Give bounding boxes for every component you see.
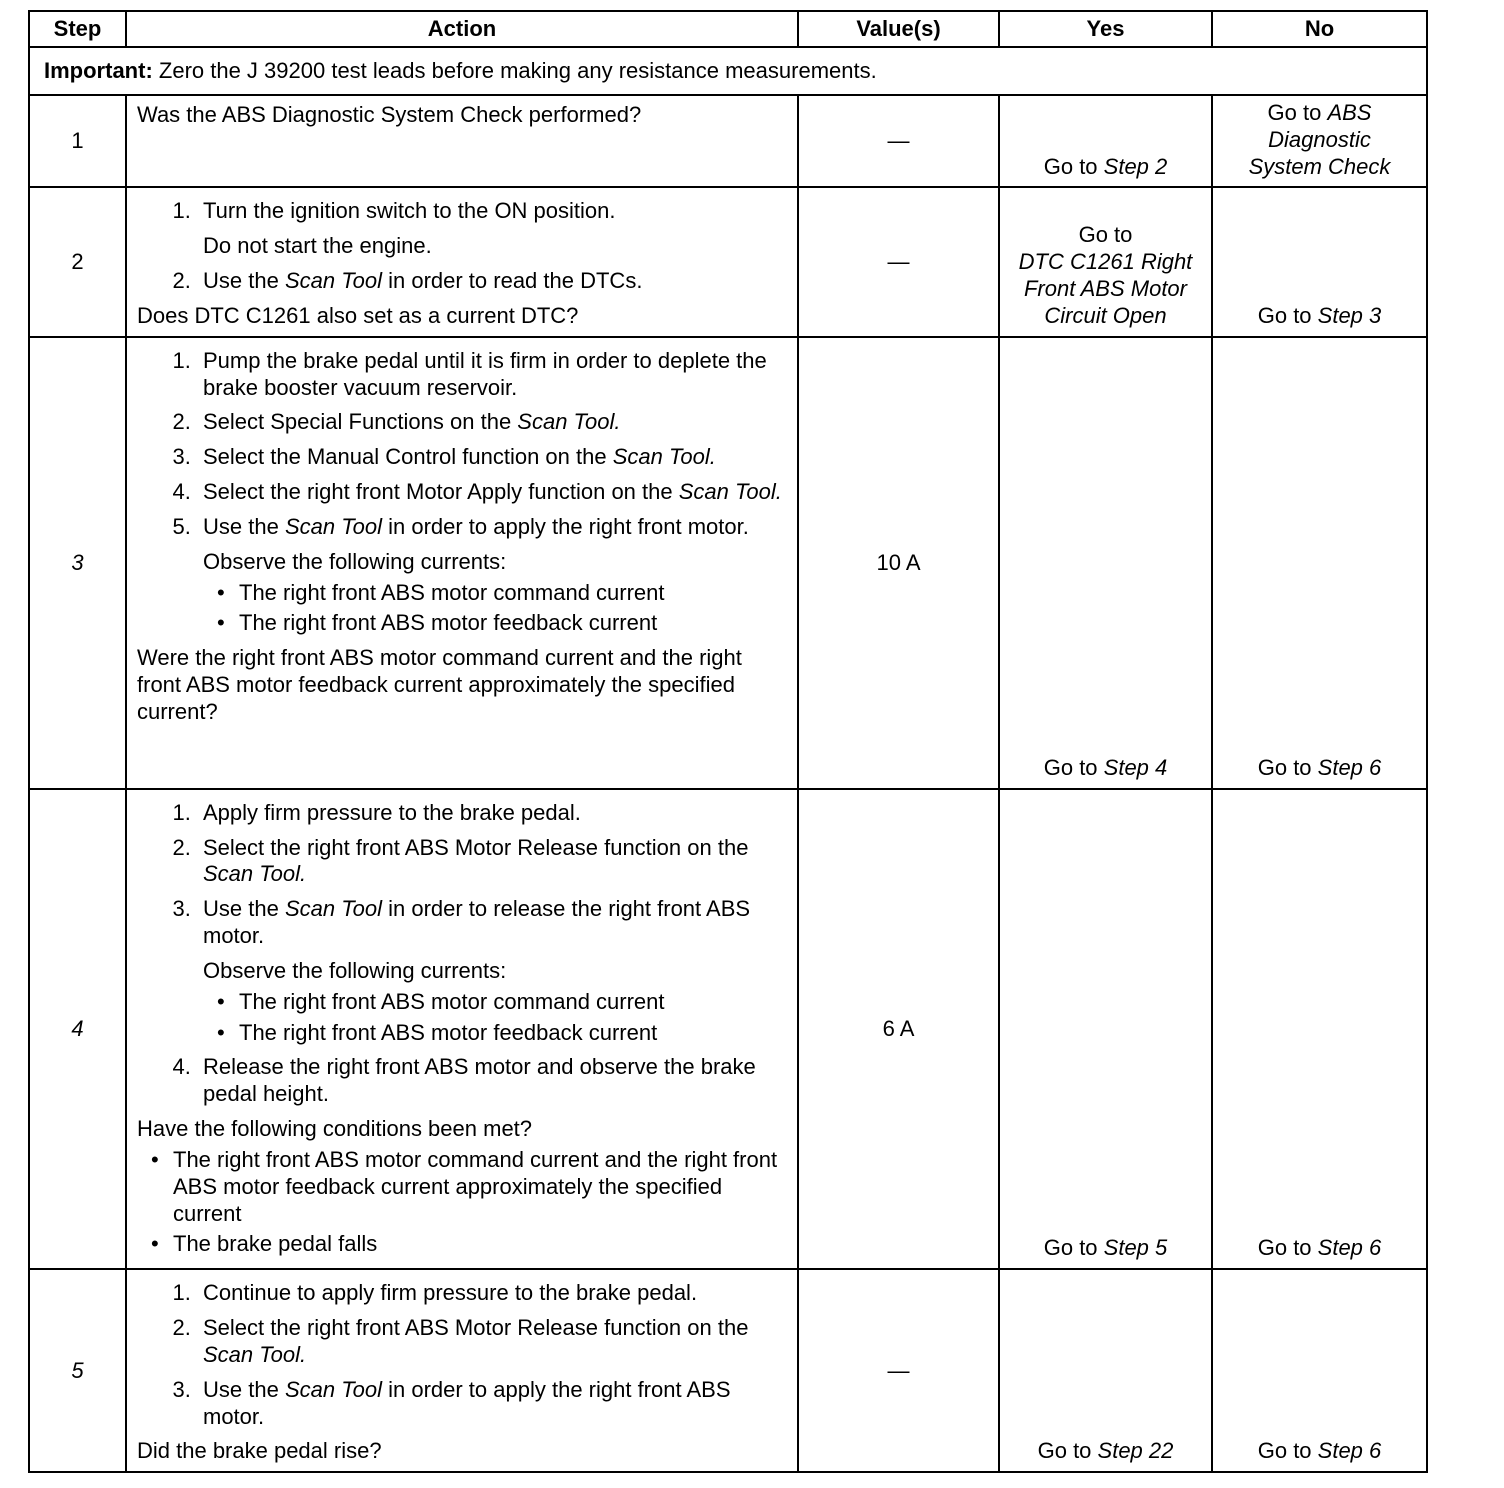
step-link[interactable]: Step 6 — [1317, 754, 1382, 780]
action-item: 1. Pump the brake pedal until it is firm in order to deplete the brake booster vacuum reservoir. — [197, 348, 783, 402]
step-number: 1 — [29, 95, 126, 187]
action-cell — [126, 1269, 798, 1472]
table-row — [29, 187, 1427, 336]
step-link[interactable]: Step 4 — [1103, 754, 1168, 780]
table-row — [29, 95, 1427, 187]
header-step: Step — [29, 11, 126, 47]
action-cell — [126, 187, 798, 336]
yes-cell — [999, 95, 1212, 187]
value-cell: — — [798, 95, 999, 187]
action-item: 1. Turn the ignition switch to the ON position. Do not start the engine. — [197, 198, 783, 260]
action-item: 3. Use the Scan Tool in order to release the right front ABS motor. Observe the following currents: • The right front ABS motor command current • The right front ABS motor feedback current — [197, 896, 783, 1046]
goto-text: Go to — [1078, 222, 1133, 248]
header-yes: Yes — [999, 11, 1212, 47]
action-cell — [126, 95, 798, 187]
important-note — [29, 47, 1427, 95]
yes-cell — [999, 1269, 1212, 1472]
value-cell: — — [798, 1269, 999, 1472]
header-values: Value(s) — [798, 11, 999, 47]
action-subtext: Observe the following currents: — [203, 548, 507, 574]
goto-text: Go to — [1257, 754, 1318, 780]
bullet-item: • The right front ABS motor command current — [217, 989, 783, 1016]
question-text: Were the right front ABS motor command current and the right front ABS motor feedback current approximately the specified current? — [137, 645, 742, 724]
dtc-link[interactable]: DTC C1261 Right — [1018, 249, 1193, 275]
bullet-item: • The right front ABS motor feedback current — [217, 610, 783, 637]
goto-text: Go to — [1043, 754, 1104, 780]
yes-cell — [999, 789, 1212, 1269]
bullet-item: • The right front ABS motor command current and the right front ABS motor feedback current approximately the specified current — [151, 1147, 783, 1227]
action-subtext: Observe the following currents: — [203, 957, 507, 983]
action-cell — [126, 337, 798, 789]
step-link[interactable]: Step 2 — [1103, 153, 1168, 179]
bullet-item: • The right front ABS motor command current — [217, 580, 783, 607]
no-cell — [1212, 1269, 1427, 1472]
action-item: 1. Continue to apply firm pressure to the brake pedal. — [197, 1280, 783, 1307]
action-item: 1. Apply firm pressure to the brake pedal. — [197, 800, 783, 827]
important-label: Important: — [44, 58, 153, 83]
table-row — [29, 337, 1427, 789]
step-link[interactable]: Step 6 — [1317, 1235, 1382, 1261]
table-row — [29, 1269, 1427, 1472]
step-number: 3 — [29, 337, 126, 789]
goto-text: Go to — [1043, 153, 1104, 179]
abs-check-link[interactable]: Diagnostic — [1268, 126, 1371, 152]
action-item: 2. Select the right front ABS Motor Release function on the Scan Tool. — [197, 835, 783, 889]
action-item: 3. Use the Scan Tool in order to apply the right front ABS motor. — [197, 1377, 783, 1431]
no-cell — [1212, 789, 1427, 1269]
goto-text: Go to — [1257, 302, 1318, 328]
step-link[interactable]: Step 22 — [1097, 1438, 1174, 1464]
header-no: No — [1212, 11, 1427, 47]
goto-text: Go to — [1257, 1235, 1318, 1261]
header-action: Action — [126, 11, 798, 47]
yes-cell — [999, 337, 1212, 789]
no-cell — [1212, 337, 1427, 789]
question-text: Did the brake pedal rise? — [137, 1438, 382, 1464]
value-cell: 6 A — [798, 789, 999, 1269]
action-item: 4. Select the right front Motor Apply function on the Scan Tool. — [197, 479, 783, 506]
yes-cell — [999, 187, 1212, 336]
value-cell: 10 A — [798, 337, 999, 789]
question-text: Have the following conditions been met? — [137, 1116, 533, 1142]
dtc-link[interactable]: Front ABS Motor — [1023, 276, 1187, 302]
action-item: 2. Select the right front ABS Motor Release function on the Scan Tool. — [197, 1315, 783, 1369]
action-item: 3. Select the Manual Control function on the Scan Tool. — [197, 444, 783, 471]
important-text: Zero the J 39200 test leads before making any resistance measurements. — [158, 58, 877, 83]
question-text: Does DTC C1261 also set as a current DTC? — [137, 302, 579, 328]
table-row — [29, 789, 1427, 1269]
dtc-link[interactable]: Circuit Open — [1044, 302, 1167, 328]
header-row — [29, 11, 1427, 47]
step-number: 4 — [29, 789, 126, 1269]
abs-check-link[interactable]: ABS — [1327, 100, 1372, 125]
important-note-row — [29, 47, 1427, 95]
bullet-item: • The right front ABS motor feedback current — [217, 1020, 783, 1047]
no-cell — [1212, 187, 1427, 336]
step-link[interactable]: Step 3 — [1317, 302, 1382, 328]
action-cell — [126, 789, 798, 1269]
step-link[interactable]: Step 6 — [1317, 1438, 1382, 1464]
bullet-item: • The brake pedal falls — [151, 1231, 783, 1258]
action-item: 4. Release the right front ABS motor and observe the brake pedal height. — [197, 1054, 783, 1108]
no-cell — [1212, 95, 1427, 187]
step-link[interactable]: Step 5 — [1103, 1235, 1168, 1261]
diagnostic-table — [28, 10, 1428, 1473]
goto-text: Go to — [1037, 1438, 1098, 1464]
goto-text: Go to — [1267, 100, 1328, 125]
goto-text: Go to — [1257, 1438, 1318, 1464]
goto-text: Go to — [1043, 1235, 1104, 1261]
action-item: 2. Select Special Functions on the Scan Tool. — [197, 409, 783, 436]
abs-check-link[interactable]: System Check — [1248, 153, 1391, 179]
step-number: 2 — [29, 187, 126, 336]
action-item: 2. Use the Scan Tool in order to read the DTCs. — [197, 268, 783, 295]
step-number: 5 — [29, 1269, 126, 1472]
value-cell: — — [798, 187, 999, 336]
action-item: 5. Use the Scan Tool in order to apply the right front motor. Observe the following currents: • The right front ABS motor command current • The right front ABS motor feedback current — [197, 514, 783, 637]
question-text: Was the ABS Diagnostic System Check performed? — [137, 102, 642, 127]
action-subtext: Do not start the engine. — [203, 233, 432, 259]
